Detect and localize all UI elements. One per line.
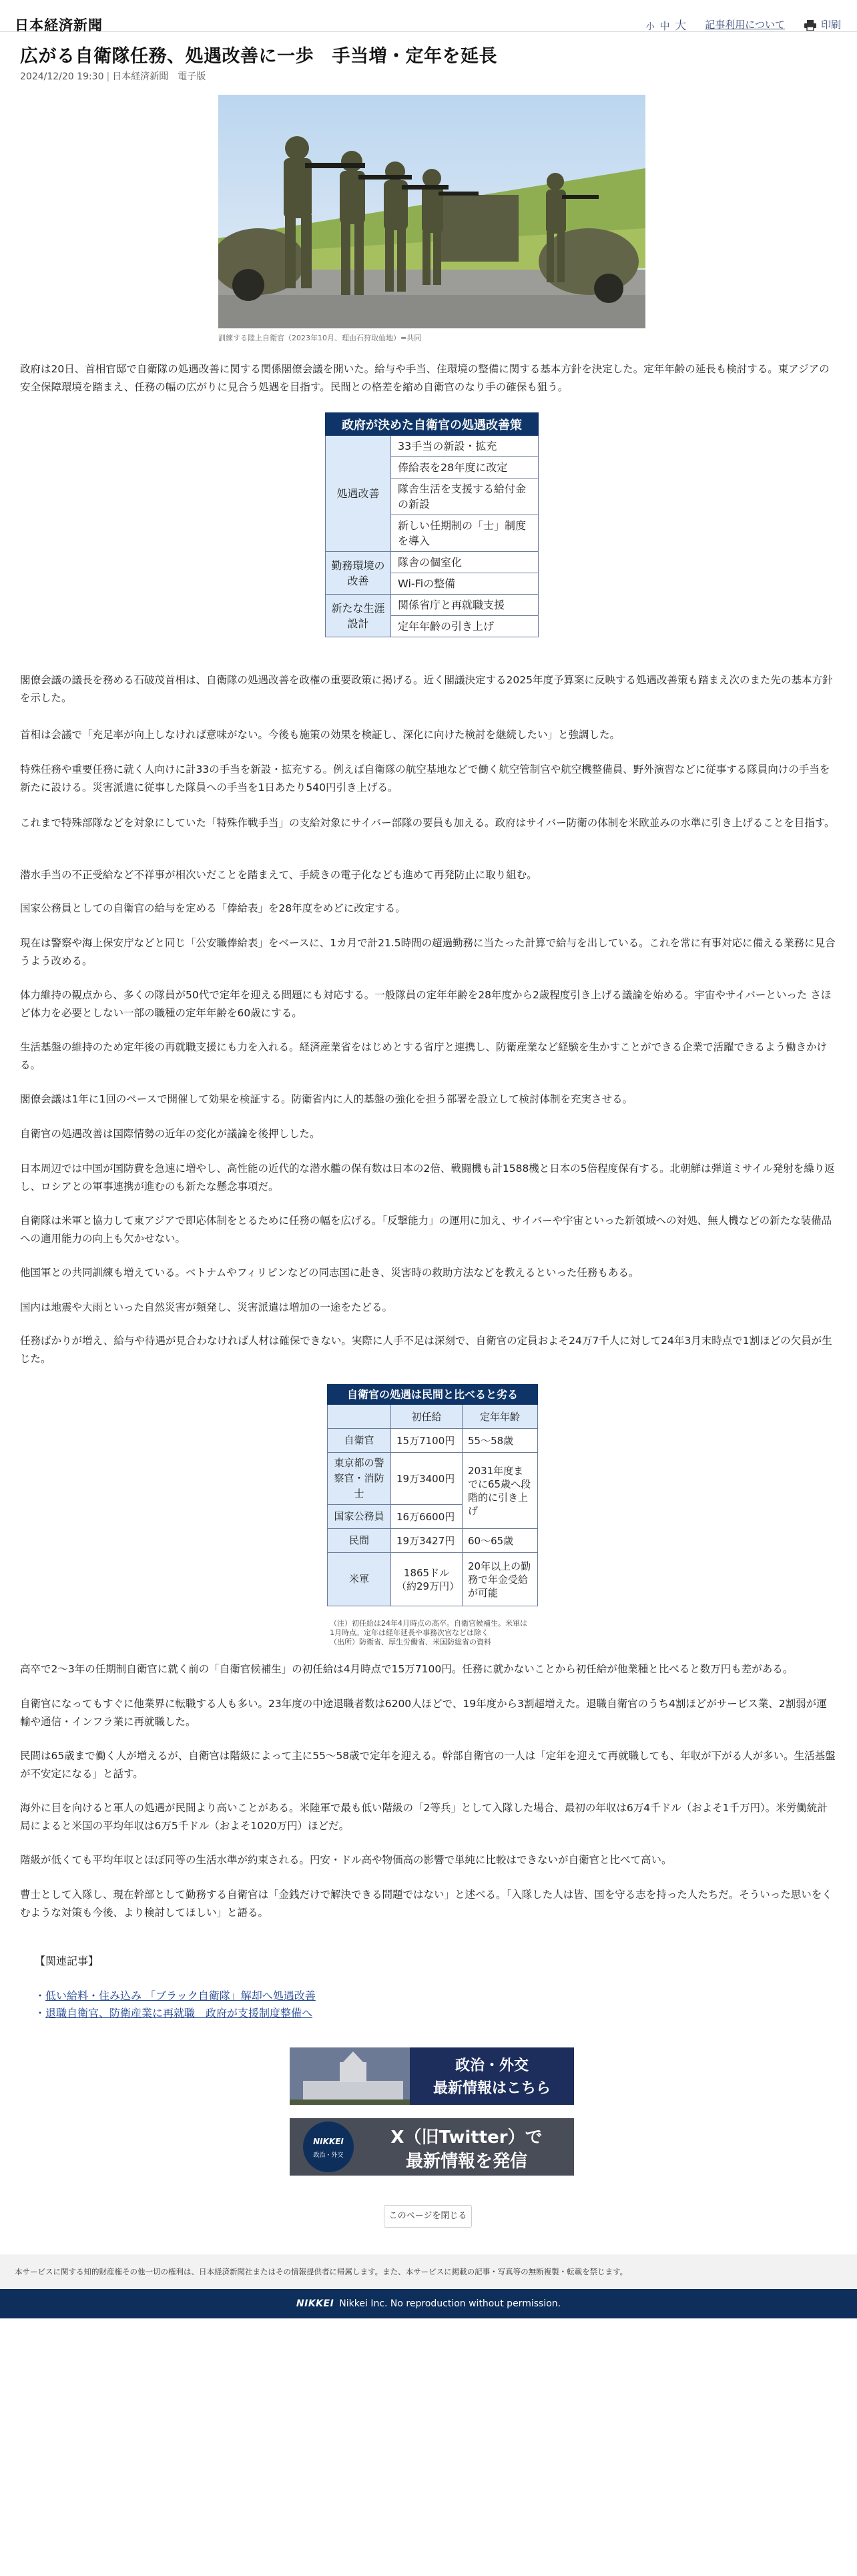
- comparison-retirement: 60～65歳: [463, 1529, 538, 1553]
- comparison-row-label: 東京都の警察官・消防士: [328, 1453, 391, 1505]
- article-paragraph: 階級が低くても平均年収とほぼ同等の生活水準が約束される。円安・ドル高や物価高の影響で単純に比較はできないが自衛官と比べて高い。: [20, 1854, 672, 1866]
- table-note: （注）初任給は24年4月時点の高卒。自衛官候補生。米軍は1月時点。定年は経年延長や事務次官などは除く: [330, 1619, 527, 1637]
- article-paragraph: これまで特殊部隊などを対象にしていた「特殊作戦手当」の支給対象にサイバー部隊の要員も加える。政府はサイバー防衛の体制を米欧並みの水準に引き上げることを目指す。: [20, 817, 835, 829]
- article-paragraph: 民間は65歳まで働く人が増えるが、自衛官は階級によって主に55～58歳で定年を迎える。幹部自衛官の一人は「定年を迎えて再就職しても、年収が下がる人が多い。生活基盤が不安定になる」と話す。: [20, 1750, 836, 1780]
- close-page-button[interactable]: このページを閉じる: [384, 2205, 472, 2228]
- policy-category: 処遇改善: [326, 436, 391, 552]
- related-heading: 【関連記事】: [35, 1955, 99, 1967]
- comparison-salary: 19万3427円: [391, 1529, 463, 1553]
- comparison-salary: 16万6600円: [391, 1505, 463, 1529]
- header-tools: [644, 16, 841, 33]
- policy-item: Wi-Fiの整備: [391, 573, 539, 595]
- policy-category: 新たな生涯設計: [326, 595, 391, 637]
- article-paragraph: 国内は地震や大雨といった自然災害が頻発し、災害派遣は増加の一途をたどる。: [20, 1301, 393, 1313]
- policy-item: 関係省庁と再就職支援: [391, 595, 539, 616]
- print-label: 印刷: [820, 19, 841, 31]
- policy-item: 俸給表を28年度に改定: [391, 457, 539, 478]
- comparison-table: [327, 1384, 538, 1606]
- policy-table-title: 政府が決めた自衛官の処遇改善策: [326, 413, 539, 436]
- font-size-medium-button[interactable]: 中: [659, 20, 670, 32]
- policy-table: [325, 412, 539, 637]
- article-paragraph: 曹士として入隊し、現在幹部として勤務する自衛官は「金銭だけで解決できる問題ではない」と述べる。「入隊した人は皆、国を守る志を持った人たちだ。そういった思いをくむような対策も今後、より検討してほしい」と語る。: [20, 1889, 832, 1919]
- article-paragraph: 自衛隊は米軍と協力して東アジアで即応体制をとるために任務の幅を広げる。「反撃能力」の運用に加え、サイバーや宇宙といった新領域への対処、無人機などの新たな装備品への適用能力の向上も欠かせない。: [20, 1215, 832, 1245]
- footer-notice: 本サービスに関する知的財産権その他一切の権利は、日本経済新聞社またはその情報提供者に帰属します。また、本サービスに掲載の記事・写真等の無断複製・転載を禁じます。: [0, 2254, 857, 2289]
- comparison-row-label: 民間: [328, 1529, 391, 1553]
- policy-item: 新しい任期制の「士」制度を導入: [391, 515, 539, 552]
- font-size-small-button[interactable]: 小: [645, 22, 655, 32]
- comparison-corner-cell: [328, 1405, 391, 1429]
- footer-bar: [0, 2289, 857, 2318]
- article-paragraph: 他国軍との共同訓練も増えている。ベトナムやフィリピンなどの同志国に赴き、災害時の救助方法などを教えるといった任務もある。: [20, 1267, 639, 1279]
- article-paragraph: 閣僚会議の議長を務める石破茂首相は、自衛隊の処遇改善を政権の重要政策に掲げる。近く閣議決定する2025年度予算案に反映する処遇改善策も踏まえ次のまた先の基本方針を示した。: [20, 674, 833, 704]
- comparison-table-title: 自衛官の処遇は民間と比べると劣る: [328, 1385, 538, 1405]
- article-paragraph: 政府は20日、首相官邸で自衛隊の処遇改善に関する関係閣僚会議を開いた。給与や手当、住環境の整備に関する基本方針を決定した。定年年齢の延長も検討する。東アジアの安全保障環境を踏まえ、任務の幅の広がりに見合う処遇を目指す。民間との格差を縮め自衛官のなり手の確保も狙う。: [20, 363, 830, 393]
- article-paragraph: 海外に目を向けると軍人の処遇が民間より高いことがある。米陸軍で最も低い階級の「2等兵」として入隊した場合、最初の年収は6万4千ドル（およそ1千万円）。米労働統計局によると米国の平均年収は6万5千ドル（およそ1020万円）ほどだ。: [20, 1802, 828, 1832]
- twitter-banner-line1: X（旧Twitter）で: [390, 2128, 543, 2148]
- policy-category: 勤務環境の改善: [326, 552, 391, 595]
- printer-icon: [804, 20, 817, 31]
- policy-item: 33手当の新設・拡充: [391, 436, 539, 457]
- comparison-salary: 19万3400円: [391, 1453, 463, 1505]
- article-title: 広がる自衛隊任務、処遇改善に一歩 手当増・定年を延長: [20, 46, 497, 67]
- comparison-row-label: 国家公務員: [328, 1505, 391, 1529]
- article-paragraph: 特殊任務や重要任務に就く人向けに計33の手当を新設・拡充する。例えば自衛隊の航空基地などで働く航空管制官や航空機整備員、野外演習などに従事する隊員向けの手当を新たに設ける。災害派遣に従事した隊員への手当を1日あたり540円引き上げる。: [20, 763, 830, 793]
- related-link[interactable]: 低い給料・住み込み 「ブラック自衛隊」解却へ処遇改善: [45, 1989, 316, 2002]
- related-link-item: ・退職自衛官、防衛産業に再就職 政府が支援制度整備へ: [35, 2007, 313, 2019]
- print-button[interactable]: [804, 17, 841, 31]
- footer-copyright: Nikkei Inc. No reproduction without permission.: [339, 2298, 561, 2309]
- politics-banner-line1: 政治・外交: [455, 2057, 529, 2074]
- article-paragraph: 体力維持の観点から、多くの隊員が50代で定年を迎える問題にも対応する。一般隊員の定年年齢を28年度から2歳程度引き上げる議論を始める。宇宙やサイバーといった さほど体力を必要としない一部の職種の定年年齢を60歳にする。: [20, 989, 832, 1019]
- nikkei-badge-sub: 政治・外交: [313, 2152, 344, 2159]
- policy-item: 隊舎の個室化: [391, 552, 539, 573]
- comparison-header-retirement: 定年年齢: [463, 1405, 538, 1429]
- related-link[interactable]: 退職自衛官、防衛産業に再就職 政府が支援制度整備へ: [45, 2007, 313, 2019]
- article-meta: 2024/12/20 19:30 | 日本経済新聞 電子版: [20, 71, 206, 82]
- article-paragraph: 首相は会議で「充足率が向上しなければ意味がない。今後も施策の効果を検証し、深化に向けた検討を継続したい」と強調した。: [20, 729, 621, 741]
- comparison-salary: 1865ドル（約29万円）: [391, 1553, 463, 1606]
- politics-news-banner[interactable]: [290, 2047, 574, 2105]
- article-paragraph: 自衛官になってもすぐに他業界に転職する人も多い。23年度の中途退職者数は6200人ほどで、19年度から3割超増えた。退職自衛官のうち4割ほどがサービス業、2割弱が運輸や通信・インフラ業に再就職した。: [20, 1698, 827, 1728]
- article-paragraph: 国家公務員としての自衛官の給与を定める「俸給表」を28年度をめどに改定する。: [20, 902, 406, 914]
- font-size-large-button[interactable]: 大: [675, 19, 687, 33]
- comparison-row-label: 自衛官: [328, 1429, 391, 1453]
- article-paragraph: 閣僚会議は1年に1回のペースで開催して効果を検証する。防衛省内に人的基盤の強化を担う部署を設立して検討体制を充実させる。: [20, 1093, 633, 1105]
- nikkei-badge: NIKKEI: [313, 2137, 344, 2146]
- footer-logo: NIKKEI: [296, 2298, 334, 2309]
- twitter-banner-line2: 最新情報を発信: [405, 2152, 527, 2172]
- site-logo[interactable]: 日本経済新聞: [15, 17, 103, 33]
- comparison-header-salary: 初任給: [391, 1405, 463, 1429]
- policy-item: 隊舎生活を支援する給付金の新設: [391, 478, 539, 515]
- publish-date: 2024/12/20 19:30: [20, 71, 104, 82]
- policy-item: 定年年齢の引き上げ: [391, 616, 539, 637]
- font-size-selector: [644, 16, 687, 33]
- comparison-row-label: 米軍: [328, 1553, 391, 1606]
- related-link-item: ・低い給料・住み込み 「ブラック自衛隊」解却へ処遇改善: [35, 1989, 316, 2002]
- photo-caption: 訓練する陸上自衛官（2023年10月、理由石狩取仙地）=共同: [218, 334, 422, 342]
- comparison-retirement: 55～58歳: [463, 1429, 538, 1453]
- article-paragraph: 生活基盤の維持のため定年後の再就職支援にも力を入れる。経済産業省をはじめとする省庁と連携し、防衛産業など経験を生かすことができる企業で活躍できるよう働きかける。: [20, 1041, 828, 1071]
- article-paragraph: 日本周辺では中国が国防費を急速に増やし、高性能の近代的な潜水艦の保有数は日本の2倍、戦闘機も計1588機と日本の5倍程度保有する。北朝鮮は弾道ミサイル発射を繰り返し、ロシアとの軍事連携が進むのも新たな懸念事項だ。: [20, 1163, 835, 1193]
- terms-link[interactable]: 記事利用について: [705, 19, 785, 31]
- politics-banner-line2: 最新情報はこちら: [433, 2080, 551, 2097]
- article-paragraph: 潜水手当の不正受給など不祥事が相次いだことを踏まえて、手続きの電子化なども進めて再発防止に取り組む。: [20, 869, 537, 881]
- top-bar: [0, 0, 857, 32]
- table-source: （出所）防衛省、厚生労働省、米国防総省の資料: [330, 1638, 491, 1646]
- comparison-retirement-merged: 2031年度までに65歳へ段階的に引き上げ: [463, 1453, 538, 1529]
- article-paragraph: 任務ばかりが増え、給与や待遇が見合わなければ人材は確保できない。実際に人手不足は深刻で、自衛官の定員およそ24万7千人に対して24年3月末時点で1割ほどの欠員が生じた。: [20, 1335, 832, 1365]
- article-source: 日本経済新聞 電子版: [112, 71, 206, 82]
- comparison-retirement: 20年以上の勤務で年金受給が可能: [463, 1553, 538, 1606]
- article-paragraph: 高卒で2～3年の任期制自衛官に就く前の「自衛官候補生」の初任給は4月時点で15万7100円。任務に就かないことから初任給が他業種と比べると数万円も差がある。: [20, 1663, 794, 1675]
- comparison-salary: 15万7100円: [391, 1429, 463, 1453]
- article-paragraph: 自衛官の処遇改善は国際情勢の近年の変化が議論を後押しした。: [20, 1128, 320, 1140]
- x-twitter-banner[interactable]: [290, 2118, 574, 2176]
- soldiers-photo: [218, 95, 645, 328]
- article-paragraph: 現在は警察や海上保安庁などと同じ「公安職俸給表」をベースに、1カ月で計21.5時間の超過勤務に当たった計算で給与を出している。これを常に有事対応に備える業務に見合うよう改める。: [20, 937, 836, 967]
- article-photo: [218, 95, 645, 328]
